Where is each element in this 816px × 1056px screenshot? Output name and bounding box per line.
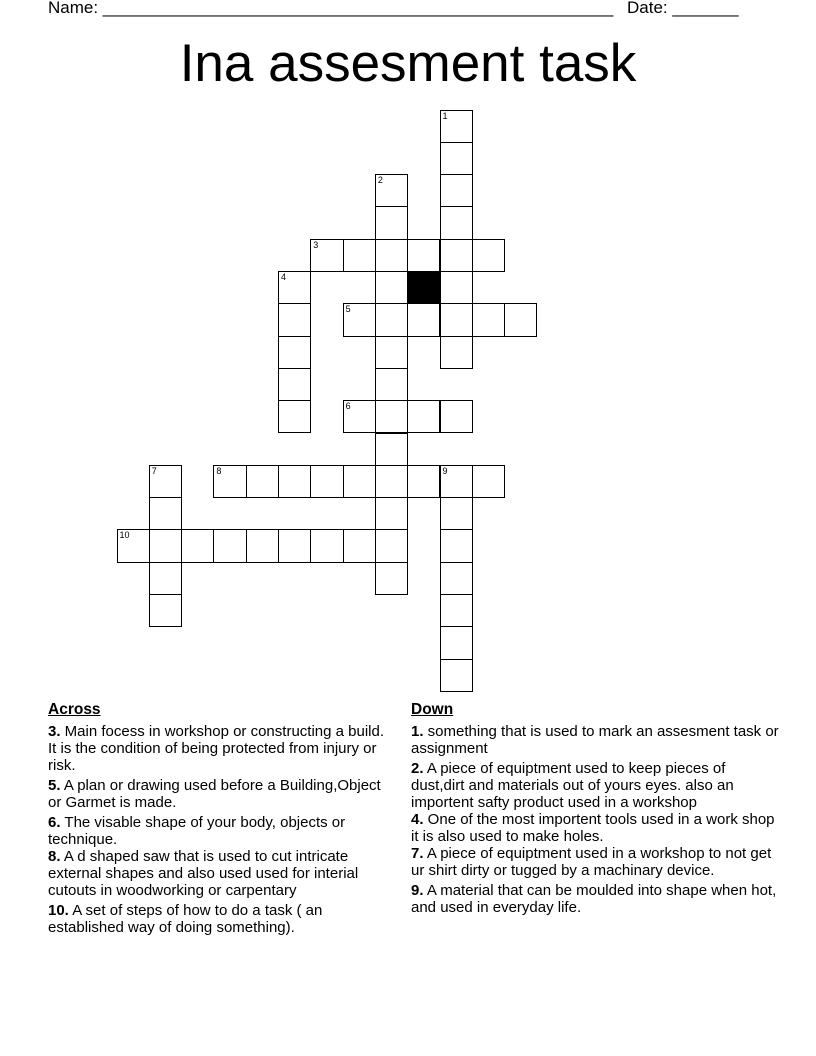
- clue-down-4: 4. One of the most importent tools used in a work shop it is also used to make holes.: [411, 811, 775, 845]
- page-title: Ina assesment task: [179, 34, 637, 93]
- crossword-cell[interactable]: [375, 368, 408, 401]
- crossword-cell[interactable]: [149, 497, 182, 530]
- clue-across-5: 5. A plan or drawing used before a Building,Object or Garmet is made.: [48, 777, 381, 811]
- crossword-cell[interactable]: [181, 529, 214, 562]
- crossword-cell[interactable]: [440, 303, 473, 336]
- crossword-cell[interactable]: [278, 529, 311, 562]
- clue-across-3: 3. Main focess in workshop or constructing a build. It is the condition of being protected from injury or risk.: [48, 723, 385, 774]
- crossword-cell[interactable]: [440, 174, 473, 207]
- crossword-cell[interactable]: [310, 529, 343, 562]
- crossword-cell[interactable]: [343, 239, 376, 272]
- crossword-cell[interactable]: [278, 271, 311, 304]
- clue-number: 7: [151, 465, 157, 476]
- crossword-cell[interactable]: [440, 594, 473, 627]
- crossword-cell[interactable]: [246, 465, 279, 498]
- clue-down-1: 1. something that is used to mark an assesment task or assignment: [411, 723, 779, 757]
- clue-number: 1: [442, 110, 448, 121]
- crossword-cell[interactable]: [310, 239, 343, 272]
- across-heading: Across: [48, 701, 101, 718]
- crossword-cell[interactable]: [440, 110, 473, 143]
- crossword-cell[interactable]: [375, 400, 408, 433]
- name-field-label: Name: ______________________________________________________: [48, 0, 614, 17]
- crossword-cell[interactable]: [278, 336, 311, 369]
- clue-across-8: 8. A d shaped saw that is used to cut intricate external shapes and also used used for interial cutouts in woodworking or carpentary: [48, 848, 359, 899]
- crossword-cell[interactable]: [375, 433, 408, 466]
- down-clues: [411, 701, 781, 919]
- crossword-cell[interactable]: [213, 465, 246, 498]
- crossword-cell[interactable]: [375, 562, 408, 595]
- crossword-cell[interactable]: [343, 465, 376, 498]
- crossword-cell[interactable]: [343, 529, 376, 562]
- clue-across-10: 10. A set of steps of how to do a task ( an established way of doing something).: [48, 902, 323, 936]
- clue-number: 10: [119, 530, 130, 541]
- crossword-cell[interactable]: [472, 465, 505, 498]
- crossword-cell[interactable]: [117, 529, 150, 562]
- clue-down-7: 7. A piece of equiptment used in a workshop to not get ur shirt dirty or tugged by a machinary device.: [411, 845, 772, 879]
- crossword-cell[interactable]: [375, 239, 408, 272]
- clue-down-2: 2. A piece of equiptment used to keep pieces of dust,dirt and materials out of yours eyes. also an importent safty product used in a workshop: [411, 760, 734, 811]
- crossword-cell[interactable]: [407, 303, 440, 336]
- crossword-cell[interactable]: [440, 659, 473, 692]
- crossword-cell[interactable]: [375, 206, 408, 239]
- crossword-cell[interactable]: [278, 400, 311, 433]
- clue-number: 6: [345, 401, 351, 412]
- clue-number: 8: [216, 465, 222, 476]
- crossword-cell[interactable]: [440, 562, 473, 595]
- down-heading: Down: [411, 701, 454, 718]
- crossword-cell[interactable]: [440, 336, 473, 369]
- clue-across-6: 6. The visable shape of your body, objects or technique.: [48, 814, 346, 848]
- across-clues: [48, 701, 393, 939]
- crossword-cell[interactable]: [246, 529, 279, 562]
- clue-number: 4: [281, 272, 287, 282]
- clue-down-9: 9. A material that can be moulded into shape when hot, and used in everyday life.: [411, 882, 777, 916]
- crossword-cell[interactable]: [407, 465, 440, 498]
- crossword-cell[interactable]: [504, 303, 537, 336]
- date-field-label: Date: _______: [627, 0, 739, 17]
- crossword-cell[interactable]: [440, 626, 473, 659]
- crossword-cell[interactable]: [375, 497, 408, 530]
- crossword-cell[interactable]: [278, 303, 311, 336]
- crossword-cell[interactable]: [149, 529, 182, 562]
- crossword-cell[interactable]: [407, 239, 440, 272]
- crossword-cell[interactable]: [440, 529, 473, 562]
- crossword-cell[interactable]: [310, 465, 343, 498]
- crossword-cell[interactable]: [440, 400, 473, 433]
- crossword-cell[interactable]: [343, 400, 376, 433]
- crossword-cell[interactable]: [375, 336, 408, 369]
- crossword-cell[interactable]: [440, 271, 473, 304]
- crossword-cell[interactable]: [149, 465, 182, 498]
- crossword-cell[interactable]: [149, 594, 182, 627]
- crossword-cell[interactable]: [440, 497, 473, 530]
- clue-number: 2: [377, 175, 383, 186]
- crossword-cell[interactable]: [375, 529, 408, 562]
- crossword-cell[interactable]: [472, 239, 505, 272]
- crossword-cell[interactable]: [278, 368, 311, 401]
- crossword-cell[interactable]: [407, 400, 440, 433]
- crossword-cell[interactable]: [375, 271, 408, 304]
- crossword-cell[interactable]: [149, 562, 182, 595]
- crossword-cell[interactable]: [440, 465, 473, 498]
- clue-number: 3: [313, 239, 319, 250]
- clue-number: 5: [345, 304, 351, 315]
- clue-number: 9: [442, 465, 448, 476]
- crossword-cell[interactable]: [375, 303, 408, 336]
- crossword-cell[interactable]: [375, 465, 408, 498]
- crossword-cell[interactable]: [375, 174, 408, 207]
- crossword-cell[interactable]: [278, 465, 311, 498]
- blocked-cell: [407, 271, 440, 304]
- crossword-cell[interactable]: [343, 303, 376, 336]
- crossword-cell[interactable]: [440, 206, 473, 239]
- crossword-cell[interactable]: [472, 303, 505, 336]
- crossword-cell[interactable]: [440, 142, 473, 175]
- crossword-cell[interactable]: [440, 239, 473, 272]
- crossword-cell[interactable]: [213, 529, 246, 562]
